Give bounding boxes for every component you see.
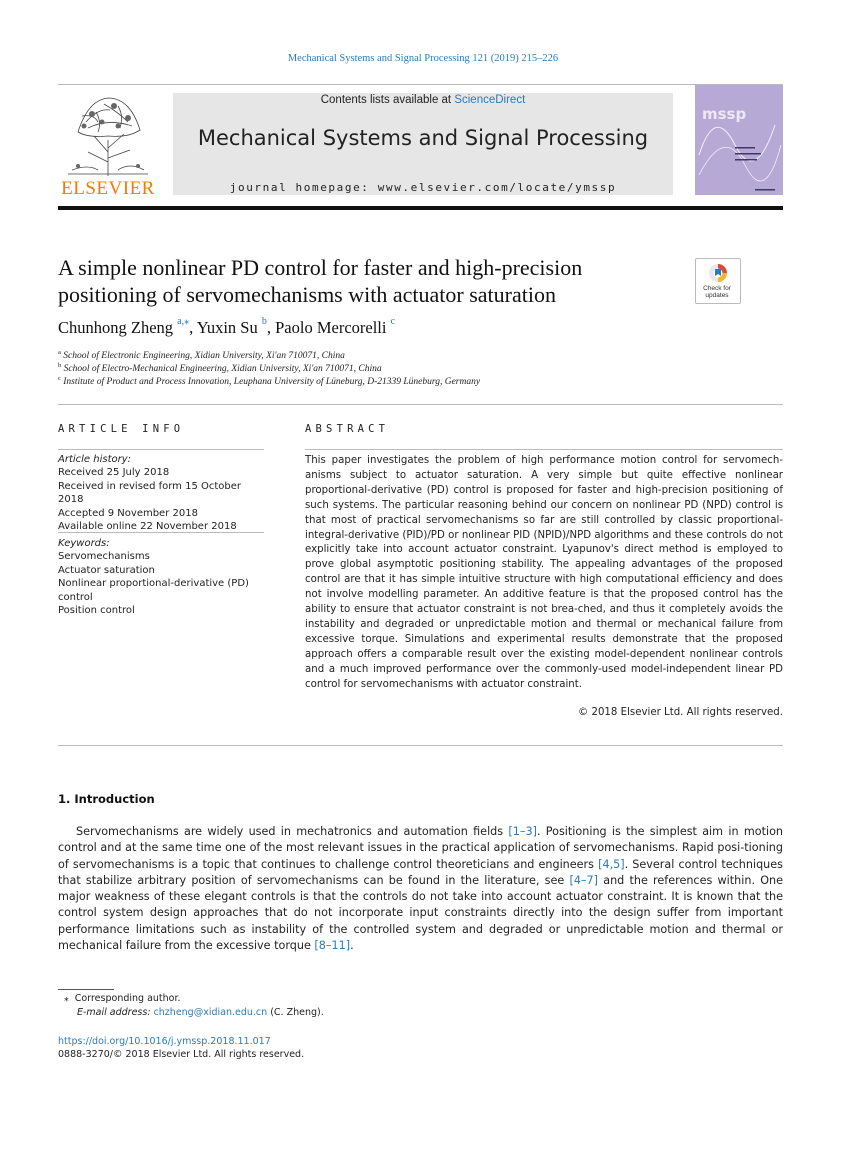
abstract-heading: ABSTRACT <box>305 423 390 435</box>
divider <box>58 449 264 450</box>
article-title: A simple nonlinear PD control for faster and high-precision positioning of servomechanisms with actuator saturation <box>58 255 583 307</box>
issn-copyright: 0888-3270/© 2018 Elsevier Ltd. All rights reserved. <box>58 1049 305 1060</box>
history-item: Received in revised form 15 October 2018 <box>58 480 242 506</box>
article-history: Article history: Received 25 July 2018 Received in revised form 15 October 2018 Accepted 9 November 2018 Available online 22 November 2018 <box>58 453 264 533</box>
author-name[interactable]: Yuxin Su <box>196 318 258 337</box>
keyword-item: Servomechanisms <box>58 551 150 563</box>
citation-link[interactable]: [4,5] <box>598 857 625 871</box>
elsevier-wordmark: ELSEVIER <box>61 178 155 199</box>
keywords: Keywords: Servomechanisms Actuator saturation Nonlinear proportional-derivative (PD) control Position control <box>58 537 264 617</box>
doi-link[interactable]: https://doi.org/10.1016/j.ymssp.2018.11.017 <box>58 1036 271 1047</box>
divider <box>305 449 783 450</box>
affiliation: $^b$ School of Electro-Mechanical Engineering, Xidian University, Xi'an 710071, China <box>58 362 382 375</box>
contents-line: Contents lists available at ScienceDirect <box>320 94 526 106</box>
header-thick-rule <box>58 206 783 210</box>
keyword-item: Actuator saturation <box>58 564 155 576</box>
tree-icon <box>58 92 158 178</box>
keyword-item: Position control <box>58 605 135 617</box>
keyword-item: control <box>58 591 93 603</box>
check-for-updates-label: Check for updates <box>703 285 731 299</box>
cover-graphic-icon <box>695 85 783 195</box>
history-item: Accepted 9 November 2018 <box>58 507 198 519</box>
abstract-copyright: © 2018 Elsevier Ltd. All rights reserved. <box>578 707 783 718</box>
sciencedirect-link[interactable]: ScienceDirect <box>454 94 526 106</box>
author-affil-mark[interactable]: a,⁎ <box>177 316 190 327</box>
history-item: Available online 22 November 2018 <box>58 521 237 533</box>
author-name[interactable]: Paolo Mercorelli <box>275 318 387 337</box>
divider <box>58 745 783 746</box>
article-info-heading: ARTICLE INFO <box>58 423 185 435</box>
intro-paragraph: Servomechanisms are widely used in mechatronics and automation fields [1–3]. Positioning is the simplest aim in motion control and at the same time one of the most relevant issues in the practical application of servomechanisms. Rapid posi-tioning of servomechanisms is a topic that continues to challenge control theoreticians and engineers [4,5]. Several control techniques that stabilize arbitrary position of servomechanisms can be found in the literature, see [4–7] and the references within. One major weakness of these elegant controls is that the controls do not take into account actuator constraint. It is known that the control system design approaches that do not incorporate input constraints directly into the design suffer from important performance limitations such as instability of the controlled system and degraded or unpredictable motion and thermal or mechanical failure from the excessive torque [8–11]. <box>58 825 783 953</box>
journal-title: Mechanical Systems and Signal Processing <box>197 126 649 150</box>
header-rule <box>58 84 783 85</box>
cover-title: mssp <box>702 105 747 123</box>
history-item: Received 25 July 2018 <box>58 467 170 479</box>
author-name[interactable]: Chunhong Zheng <box>58 318 174 337</box>
citation-link[interactable]: [4–7] <box>569 873 599 887</box>
affiliation: $^c$ Institute of Product and Process Innovation, Leuphana University of Lüneburg, D-21339 Lüneburg, Germany <box>58 375 481 388</box>
divider <box>58 404 783 405</box>
author-affil-mark[interactable]: b <box>261 316 267 327</box>
footnote-rule <box>58 989 114 990</box>
email-note: E-mail address: chzheng@xidian.edu.cn (C. Zheng). <box>77 1007 324 1018</box>
corresponding-author-note: ⁎ Corresponding author. <box>64 993 181 1004</box>
author-list: Chunhong Zheng $^{a,⁎}$, Yuxin Su $^b$, Paolo Mercorelli $^c$ <box>58 316 396 337</box>
section-heading: 1. Introduction <box>58 792 155 806</box>
citation-link[interactable]: [8–11] <box>314 939 351 953</box>
keyword-item: Nonlinear proportional-derivative (PD) <box>58 578 249 590</box>
divider <box>58 532 264 533</box>
abstract-text: This paper investigates the problem of high performance motion control for servomech-anisms subject to actuator saturation. A very simple but quite effective nonlinear proportional-derivative (PD) control is proposed for faster and high-precision positioning of such systems. The particular reasoning behind our concern on nonlinear PD (NPD) control is that most of practical servomechanisms so far are still controlled by classic proportional-integral-derivative (PID)/PD or nonlinear PID (NPID)/NPD algorithms and these controls do not explicitly take into account actuator constraint. Lyapunov's direct method is employed to prove global asymptotic positioning stability. The appealing advantages of the proposed control are that it has simple intuitive structure with high computational efficiency and does not involve modelling parameter. An additive feature is that the proposed control has the ability to ensure that actuator constraint is not brea-ched, and thus it completely avoids the instability and degraded or unpredictable motion and thermal or mechanical failure from excessive torque. Simulations and experimental results demonstrate that the proposed approach offers a comparable result over the existing model-dependent nonlinear controls and a much improved performance over the commonly-used model-independent linear PD control for servomechanisms with actuator constraint. <box>305 455 783 690</box>
citation-link[interactable]: [1–3] <box>508 825 537 838</box>
journal-cover[interactable] <box>695 85 783 195</box>
affiliation: $^a$ School of Electronic Engineering, Xidian University, Xi'an 710071, China <box>58 349 345 362</box>
journal-citation[interactable]: Mechanical Systems and Signal Processing 121 (2019) 215–226 <box>287 53 559 64</box>
journal-homepage: journal homepage: www.elsevier.com/locate/ymssp <box>229 181 617 194</box>
check-updates-icon <box>708 263 728 283</box>
email-link[interactable]: chzheng@xidian.edu.cn <box>153 1007 268 1018</box>
homepage-link[interactable]: www.elsevier.com/locate/ymssp <box>377 181 617 194</box>
author-affil-mark[interactable]: c <box>390 316 396 327</box>
